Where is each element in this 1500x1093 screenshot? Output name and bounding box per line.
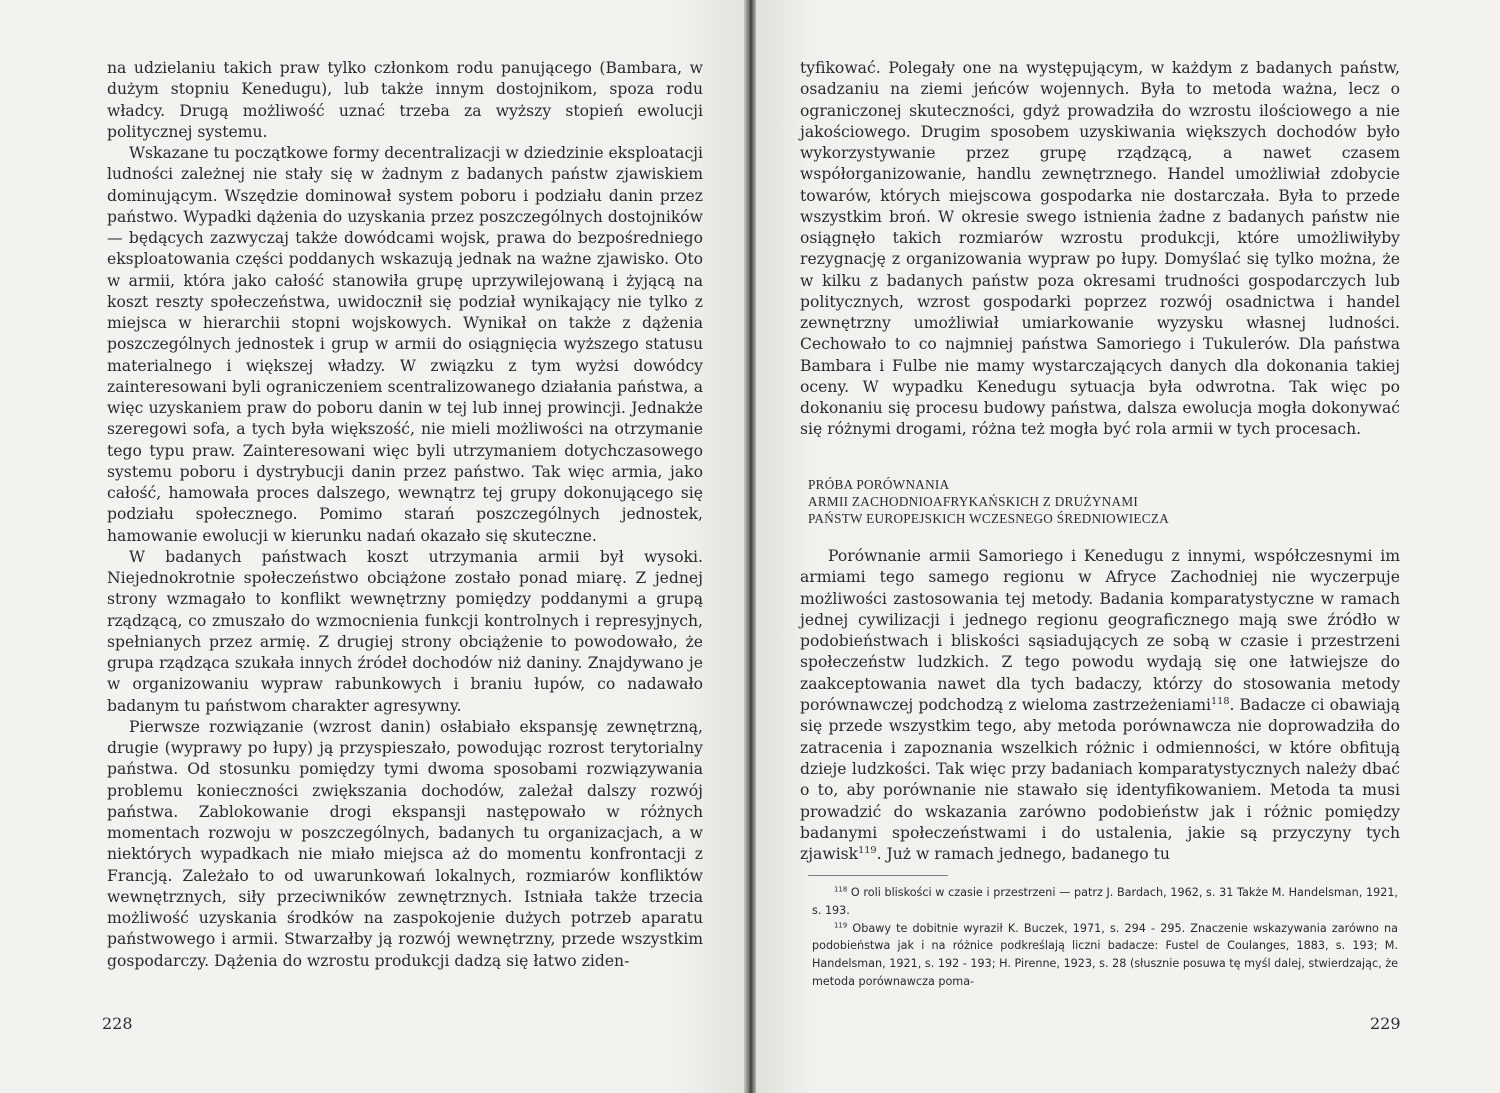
footnote-text: Obawy te dobitnie wyraził K. Buczek, 1971, s. 294 - 295. Znaczenie wskazywania zarówno na podobieństwa jak i na różnice podkreślają liczni badacze: Fustel de Coulanges, 1883, s. 193; M. Handelsman, 1921, s. 192 - 193; H. Pirenne, 1923, s. 28 (słusznie posuwa tę myśl dalej, stwierdzając, że metoda porównawcza poma- [812,921,1399,988]
section-heading [808,476,1368,528]
footnote [812,920,1398,991]
paragraph: Wskazane tu początkowe formy decentralizacji w dziedzinie eksploatacji ludności zależnej nie stały się w żadnym z badanych państw zjawiskiem dominującym. Wszędzie dominował system poboru i podziału danin przez państwo. Wypadki dążenia do uzyskania przez poszczególnych dostojników — będących zazwyczaj także dowódcami wojsk, prawa do bezpośredniego eksploatowania części poddanych wskazują jednak na ważne zjawisko. Oto w armii, która jako całość stanowiła grupę uprzywilejowaną i żyjącą na koszt reszty społeczeństwa, uwidocznił się podział wynikający nie tylko z miejsca w hierarchii stopni wojskowych. Wynikał on także z dążenia poszczególnych jednostek i grup w armii do osiągnięcia wyższego statusu materialnego i większej władzy. W związku z tym wyżsi dowódcy zainteresowani byli ograniczeniem scentralizowanego działania państwa, a więc uzyskaniem praw do poboru danin w tej lub innej prowincji. Jednakże szeregowi sofa, a tych była większość, nie mieli możliwości na otrzymanie tego typu praw. Zainteresowani więc byli utrzymaniem dotychczasowego systemu poboru i dystrybucji danin przez państwo. Tak więc armia, jako całość, hamowała proces dalszego, wewnątrz tej grupy dokonującego się podziału społecznego. Pomimo starań poszczególnych jednostek, hamowanie ewolucji w kierunku nadań okazało się skuteczne. [107,144,704,545]
footnotes [812,884,1398,991]
right-page-top-text [800,58,1400,441]
book-gutter [744,0,756,1093]
page-number: 229 [1370,1014,1401,1033]
right-page-section-text [800,546,1400,865]
heading-line: PRÓBA PORÓWNANIA [808,477,950,492]
left-page-text [107,58,703,972]
footnote-number: 119 [834,920,848,929]
heading-line: ARMII ZACHODNIOAFRYKAŃSKICH Z DRUŻYNAMI [808,494,1139,510]
paragraph: Pierwsze rozwiązanie (wzrost danin) osłabiało ekspansję zewnętrzną, drugie (wyprawy po łupy) ją przyspieszało, powodując rozrost terytorialny państwa. Od stosunku pomiędzy tymi dwoma sposobami rozwiązywania problemu konieczności zwiększania dochodów, zależał dalszy rozwój państwa. Zablokowanie drogi ekspansji następowało w różnych momentach rozwoju w poszczególnych, badanych tu organizacjach, a w niektórych wypadkach nie miało miejsca aż do momentu konfrontacji z Francją. Zależało to od uwarunkowań lokalnych, rozmiarów konfliktów wewnętrznych, siły przeciwników zewnętrznych. Istniała także trzecia możliwość uzyskania środków na zaspokojenie dużych potrzeb aparatu państwowego i armii. Stwarzałby ją rozwój wewnętrzny, przede wszystkim gospodarczy. Dążenia do wzrostu produkcji dadzą się łatwo ziden- [107,717,703,970]
paragraph-text: Porównanie armii Samoriego i Kenedugu z innymi, współczesnymi im armiami tego samego regionu w Afryce Zachodniej nie wyczerpuje możliwości zastosowania tej metody. Badania komparatystyczne w ramach jednej cywilizacji i jednego regionu geograficznego mają swe źródło w podobieństwach i bliskości sąsiadujących ze sobą w czasie i przestrzeni społeczeństw ludzkich. Z tego powodu wydają się one łatwiejsze do zaakceptowania nawet dla tych badaczy, którzy do stosowania metody porównawczej podchodzą z wieloma zastrzeżeniami [800,547,1400,715]
paragraph: tyfikować. Polegały one na występującym, w każdym z badanych państw, osadzaniu na ziemi jeńców wojennych. Była to metoda ważna, lecz o ograniczonej skuteczności, gdyż prowadziła do wzrostu ilościowego a nie jakościowego. Drugim sposobem uzyskiwania większych dochodów było wykorzystywanie przez grupę rządzącą, a nawet czasem współorganizowanie, handlu zewnętrznego. Handel umożliwiał zdobycie towarów, których miejscowa gospodarka nie dostarczała. Była to przede wszystkim broń. W okresie swego istnienia żadne z badanych państw nie osiągnęło takich rozmiarów wzrostu produkcji, które umożliwiłyby rezygnację z organizowania wypraw po łupy. Domyślać się tylko można, że w kilku z badanych państw poza okresami trudności gospodarczych lub politycznych, wzrost gospodarki poprzez rozwój osadnictwa i handel zewnętrzny umożliwiał umiarkowanie wyzysku własnej ludności. Cechowało to co najmniej państwa Samoriego i Tukulerów. Dla państwa Bambara i Fulbe nie mamy wystarczających danych dla dokonania takiej oceny. W wypadku Kenedugu sytuacja była odwrotna. Tak więc po dokonaniu się procesu budowy państwa, dalsza ewolucja mogła dokonywać się różnymi drogami, różna też mogła być rola armii w tych procesach. [800,59,1400,439]
footnote-number: 118 [834,885,848,894]
footnote-text: O roli bliskości w czasie i przestrzeni — patrz J. Bardach, 1962, s. 31 Także M. Handelsman, 1921, s. 193. [812,886,1398,917]
heading-line: PAŃSTW EUROPEJSKICH WCZESNEGO ŚREDNIOWIECZA [808,511,1170,527]
paragraph: W badanych państwach koszt utrzymania armii był wysoki. Niejednokrotnie społeczeństwo obciążone zostało ponad miarę. Z jednej strony wzmagało to konflikt wewnętrzny pomiędzy poddanymi a grupą rządzącą, co zmuszało do wzmocnienia funkcji kontrolnych i represyjnych, spełnianych przez armię. Z drugiej strony obciążenie to powodowało, że grupa rządząca szukała innych źródeł dochodów niż daniny. Znajdywano je w organizowaniu wypraw rabunkowych i braniu łupów, co nadawało badanym tu państwom charakter agresywny. [107,547,703,715]
footnote-divider [808,875,948,876]
footnote-ref[interactable]: 119 [858,844,877,856]
paragraph-text: . Już w ramach jednego, badanego tu [876,845,1170,864]
page-number: 228 [102,1014,133,1033]
paragraph [800,546,1400,865]
footnote [812,884,1398,920]
footnote-ref[interactable]: 118 [1211,695,1230,707]
paragraph-text: . Badacze ci obawiają się przede wszystkim tego, aby metoda porównawcza nie doprowadziła do zatracenia i zapoznania wszelkich różnic i odmienności, w które obfitują dzieje ludzkości. Tak więc przy badaniach komparatystycznych należy dbać o to, aby porównanie nie stawało się identyfikowaniem. Metoda ta musi prowadzić do wskazania zarówno podobieństw jak i różnic pomiędzy badanymi społeczeństwami i do ustalenia, jakie są przyczyny tych zjawisk [800,696,1401,864]
paragraph: na udzielaniu takich praw tylko członkom rodu panującego (Bambara, w dużym stopniu Kenedugu), lub także innym dostojnikom, spoza rodu władcy. Drugą możliwość uznać trzeba za wyższy stopień ewolucji politycznej systemu. [107,59,703,141]
